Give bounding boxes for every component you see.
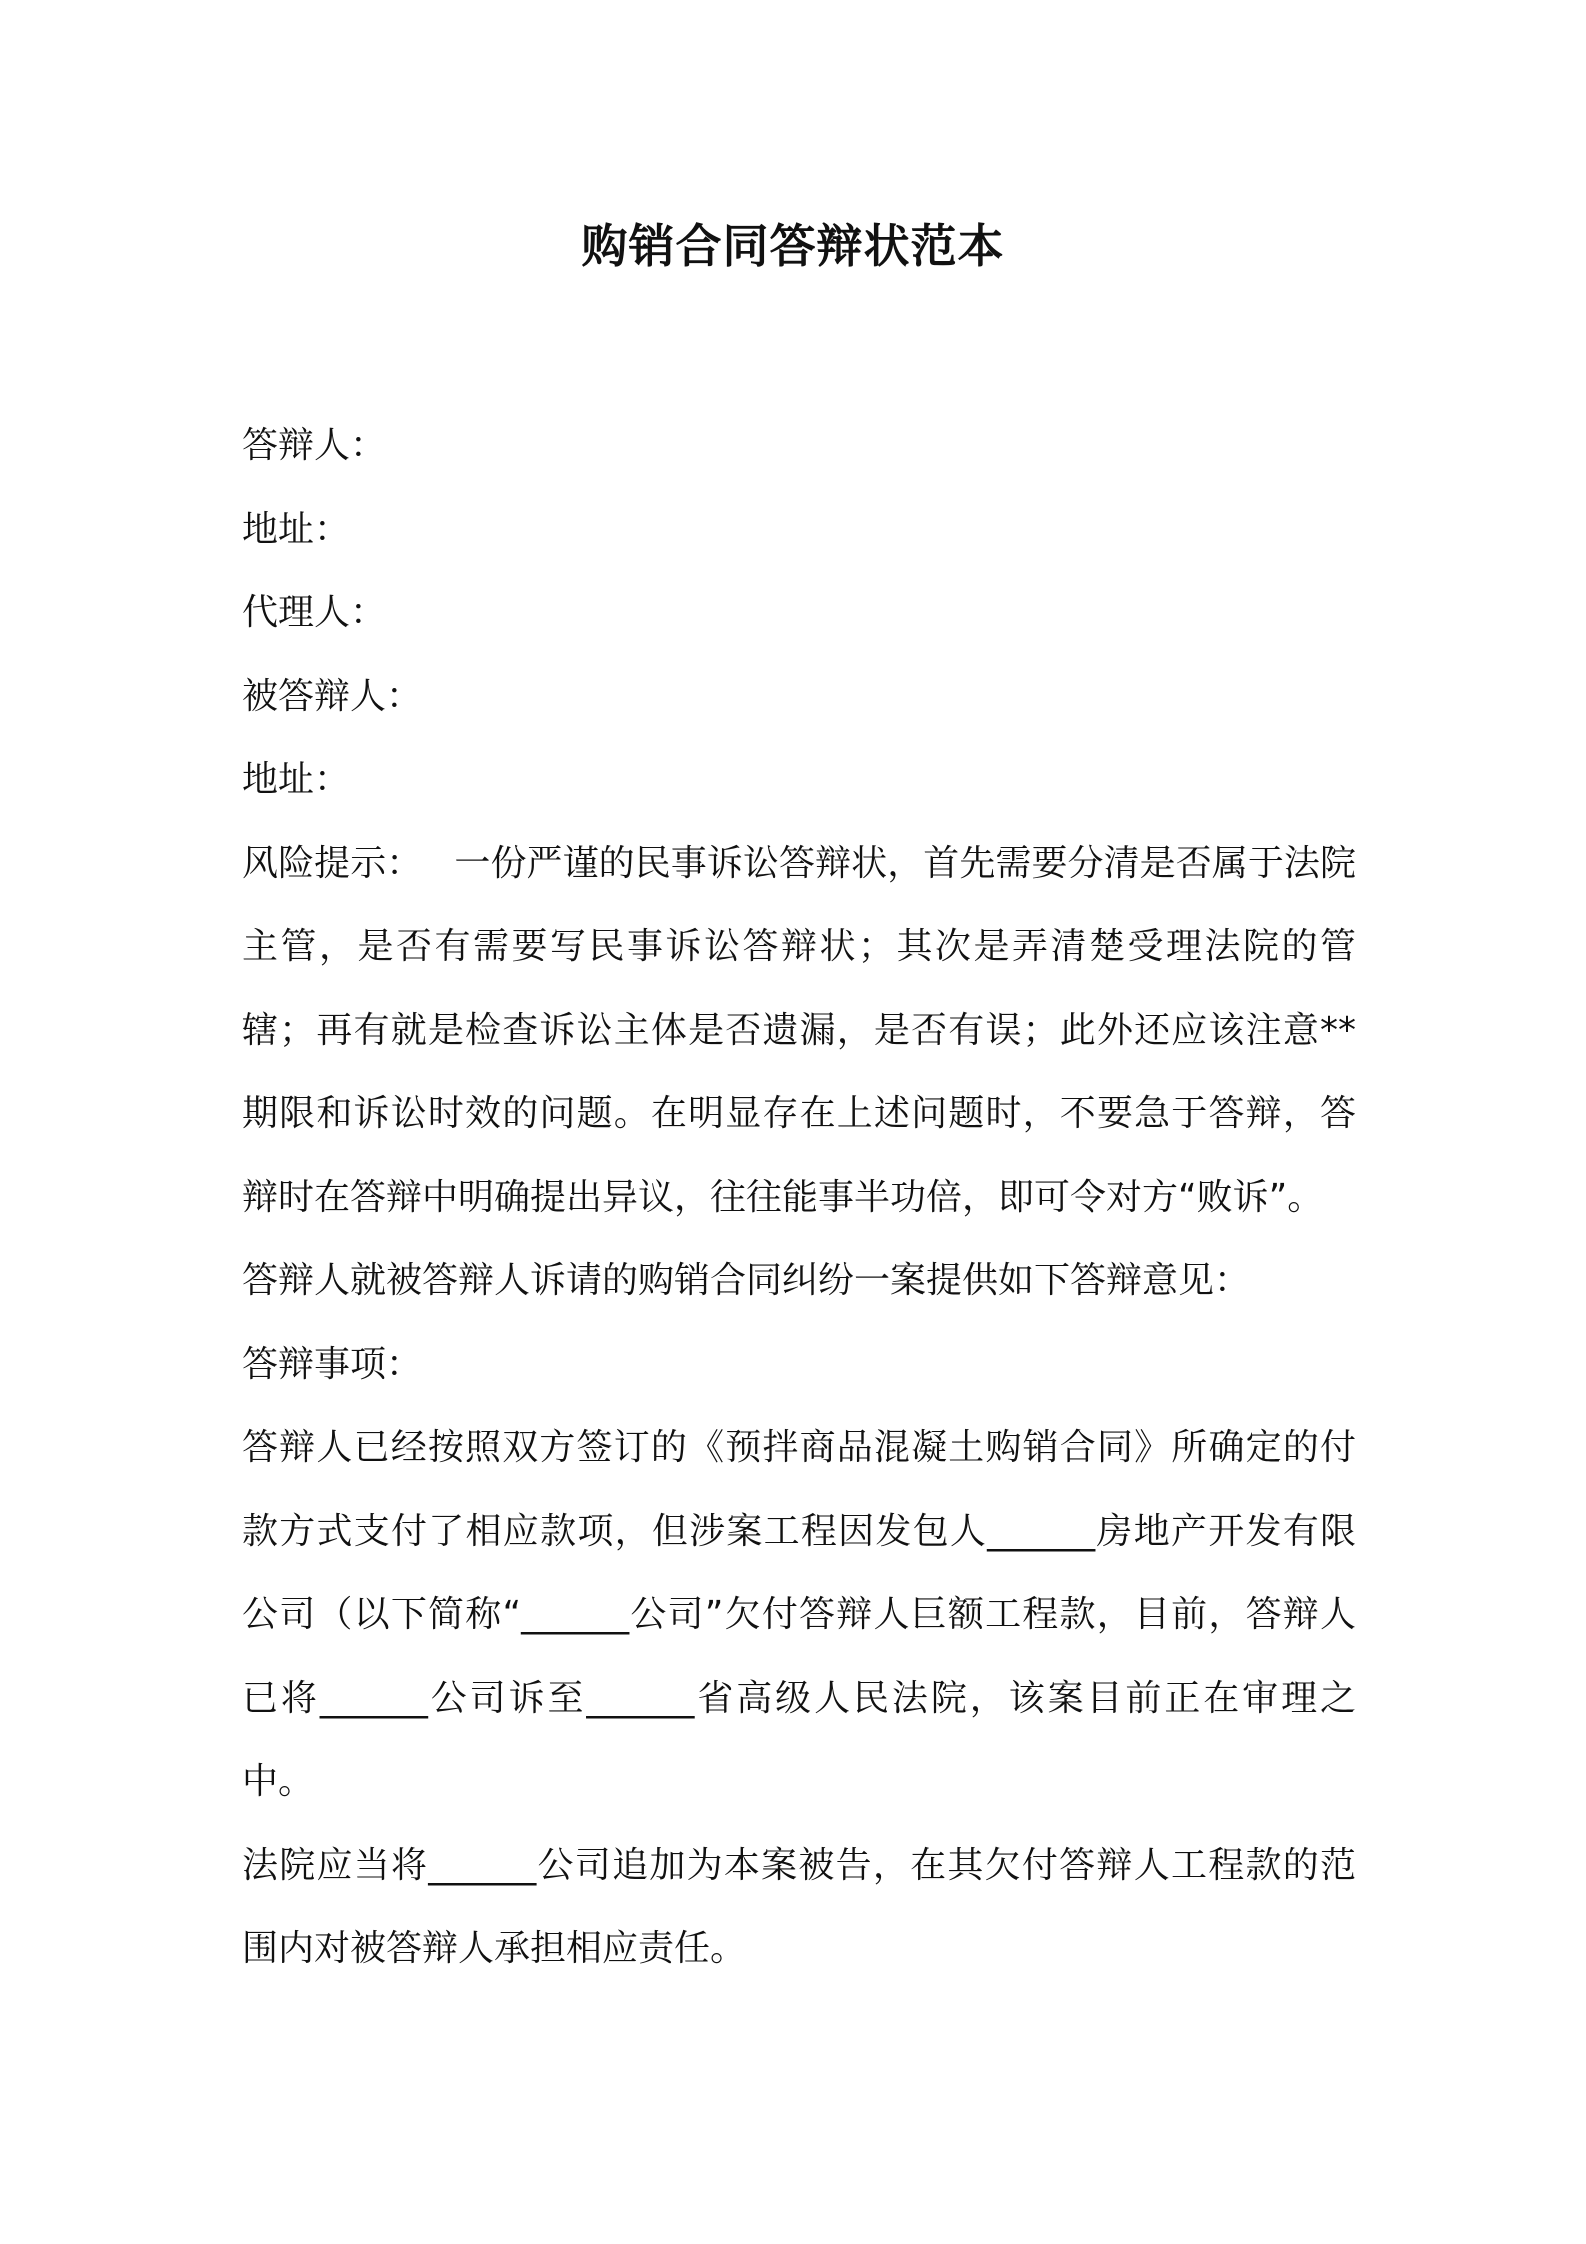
plaintiff-address-field: 地址： [242,759,351,800]
document-body [242,404,1356,1991]
defense-matters-heading: 答辩事项： [242,1343,423,1385]
respondent-address-field: 地址： [242,508,351,550]
risk-notice-text: 一份严谨的民事诉讼答辩状，首先需要分清是否属于法院主管，是否有需要写民事诉讼答辩状；其次是弄清楚受理法院的管辖；再有就是检查诉讼主体是否遗漏，是否有误；此外还应该注意**期限和诉讼时效的问题。在明显存在上述问题时，不要急于答辩，答辩时在答辩中明确提出异议，往往能事半功倍，即可令对方“败诉”。 [242,842,1356,1218]
plaintiff-field: 被答辩人： [242,675,423,717]
respondent-field: 答辩人： [242,425,387,466]
document-title: 购销合同答辩状范本 [581,219,1005,273]
defense-paragraph-2: 法院应当将______公司追加为本案被告，在其欠付答辩人工程款的范围内对被答辩人承担相应责任。 [242,1844,1356,1969]
risk-notice [242,822,1356,1240]
defense-paragraph-1: 答辩人已经按照双方签订的《预拌商品混凝土购销合同》所确定的付款方式支付了相应款项，但涉案工程因发包人______房地产开发有限公司（以下简称“______公司”欠付答辩人巨额工程款，目前，答辩人已将______公司诉至______省高级人民法院，该案目前正在审理之中。 [242,1427,1356,1802]
agent-field: 代理人： [242,592,387,633]
defense-intro: 答辩人就被答辩人诉请的购销合同纠纷一案提供如下答辩意见： [242,1260,1251,1301]
risk-notice-label: 风险提示： [242,842,423,884]
